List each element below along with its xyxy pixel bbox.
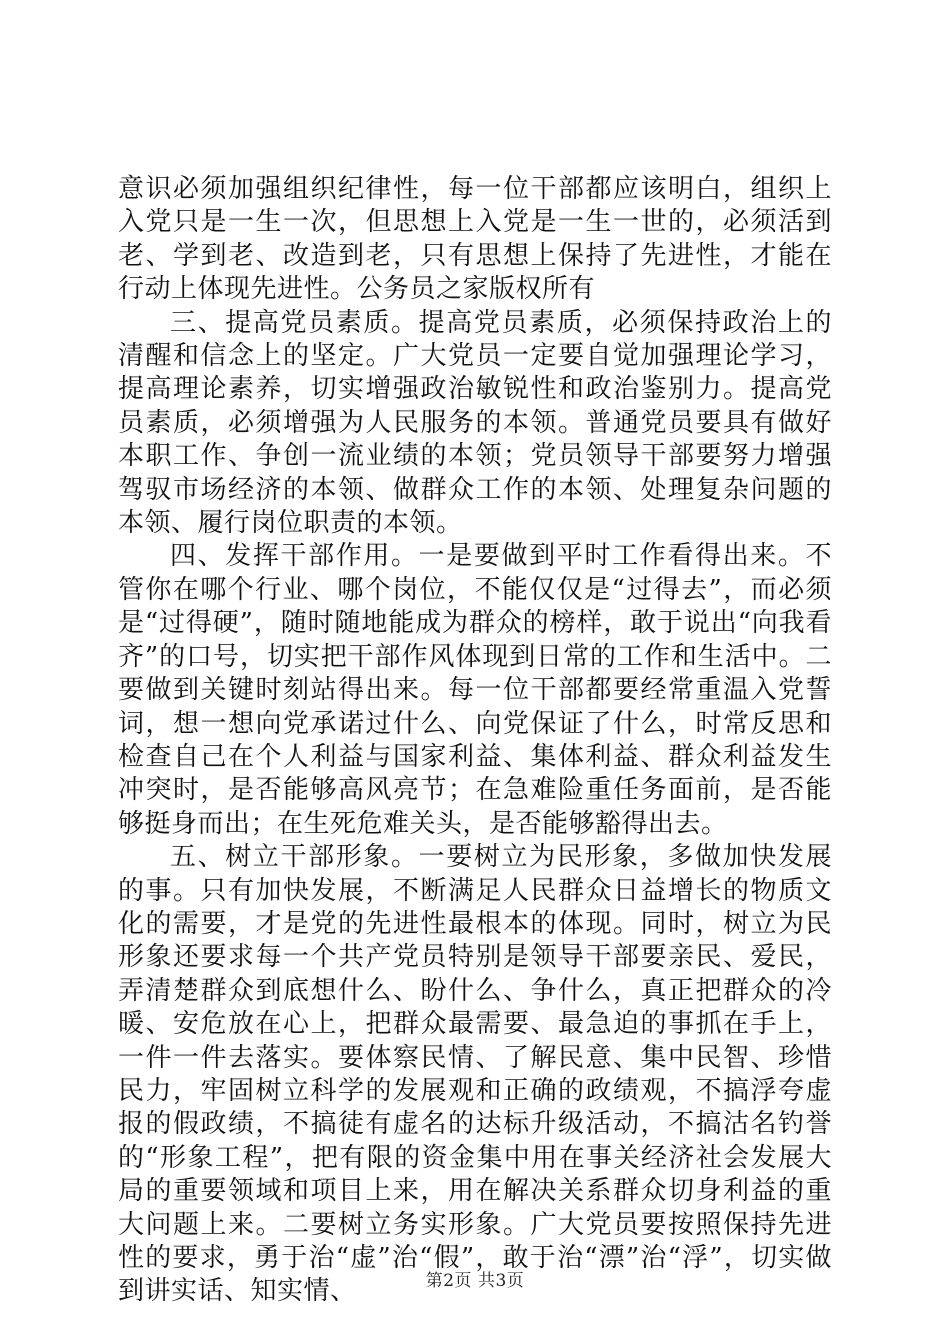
paragraph-section-four: 四、发挥干部作用。一是要做到平时工作看得出来。不管你在哪个行业、哪个岗位，不能仅仅是“过得去”，而必须是“过得硬”，随时随地能成为群众的榜样，敢于说出“向我看齐”的口号，切实把干部作风体现到日常的工作和生活中。二要做到关键时刻站得出来。每一位干部都要经常重温入党誓词，想一想向党承诺过什么、向党保证了什么，时常反思和检查自己在个人利益与国家利益、集体利益、群众利益发生冲突时，是否能够高风亮节；在急难险重任务面前，是否能够挺身而出；在生死危难关头，是否能够豁得出去。 (118, 541, 832, 839)
document-body (118, 173, 832, 1309)
paragraph-section-three: 三、提高党员素质。提高党员素质，必须保持政治上的清醒和信念上的坚定。广大党员一定要自觉加强理论学习，提高理论素养，切实增强政治敏锐性和政治鉴别力。提高党员素质，必须增强为人民服务的本领。普通党员要具有做好本职工作、争创一流业绩的本领；党员领导干部要努力增强驾驭市场经济的本领、做群众工作的本领、处理复杂问题的本领、履行岗位职责的本领。 (118, 307, 832, 539)
page-number-footer: 第2页 共3页 (425, 1271, 525, 1291)
paragraph-continuation: 意识必须加强组织纪律性，每一位干部都应该明白，组织上入党只是一生一次，但思想上入党是一生一世的，必须活到老、学到老、改造到老，只有思想上保持了先进性，才能在行动上体现先进性。公务员之家版权所有 (118, 174, 832, 305)
paragraph-section-five: 五、树立干部形象。一要树立为民形象，多做加快发展的事。只有加快发展，不断满足人民群众日益增长的物质文化的需要，才是党的先进性最根本的体现。同时，树立为民形象还要求每一个共产党员特别是领导干部要亲民、爱民，弄清楚群众到底想什么、盼什么、争什么，真正把群众的冷暖、安危放在心上，把群众最需要、最急迫的事抓在手上，一件一件去落实。要体察民情、了解民意、集中民智、珍惜民力，牢固树立科学的发展观和正确的政绩观，不搞浮夸虚报的假政绩，不搞徒有虚名的达标升级活动，不搞沽名钓誉的“形象工程”，把有限的资金集中用在事关经济社会发展大局的重要领域和项目上来，用在解决关系群众切身利益的重大问题上来。二要树立务实形象。广大党员要按照保持先进性的要求，勇于治“虚”治“假”，敢于治“漂”治“浮”，切实做到讲实话、知实情、 (118, 842, 832, 1307)
